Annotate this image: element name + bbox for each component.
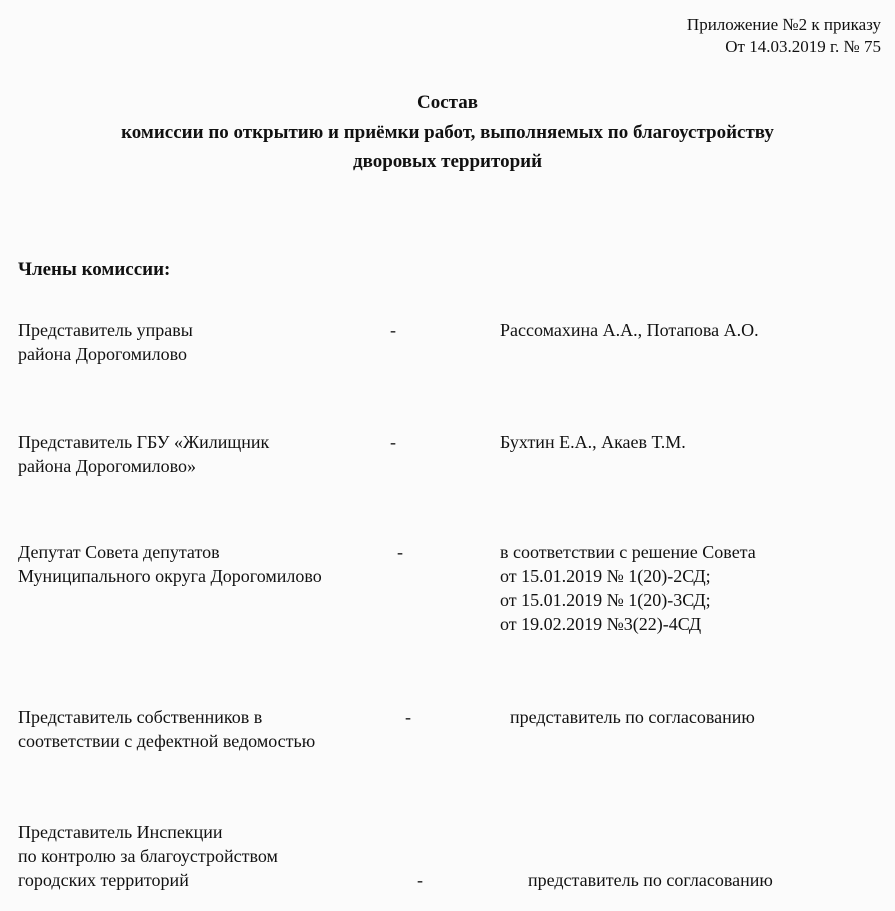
member-role: Депутат Совета депутатов Муниципального округа Дорогомилово bbox=[18, 542, 322, 586]
member-role: Представитель Инспекции по контролю за благоустройством городских территорий bbox=[18, 822, 278, 890]
member-persons: представитель по согласованию bbox=[528, 870, 773, 890]
member-role: Представитель ГБУ «Жилищник района Дорогомилово» bbox=[18, 432, 270, 476]
member-role: Представитель управы района Дорогомилово bbox=[18, 320, 193, 364]
document-subtitle-line-1: комиссии по открытию и приёмки работ, выполняемых по благоустройству bbox=[121, 122, 774, 143]
separator-dash: - bbox=[397, 542, 403, 562]
document-subtitle-line-2: дворовых территорий bbox=[352, 151, 543, 172]
appendix-line-date: От 14.03.2019 г. № 75 bbox=[725, 37, 881, 56]
document-title: Состав bbox=[417, 92, 478, 113]
members-heading: Члены комиссии: bbox=[18, 259, 171, 280]
separator-dash: - bbox=[390, 432, 396, 452]
member-persons: Бухтин Е.А., Акаев Т.М. bbox=[500, 432, 686, 452]
appendix-line-order: Приложение №2 к приказу bbox=[686, 15, 881, 34]
separator-dash: - bbox=[405, 707, 411, 727]
member-persons: Рассомахина А.А., Потапова А.О. bbox=[500, 320, 759, 340]
member-persons: представитель по согласованию bbox=[510, 707, 755, 727]
member-persons: в соответствии с решение Совета от 15.01.2019 № 1(20)-2СД; от 15.01.2019 № 1(20)-3СД; от 19.02.2019 №3(22)-4СД bbox=[500, 542, 756, 634]
member-role: Представитель собственников в соответствии с дефектной ведомостью bbox=[18, 707, 316, 751]
appendix-reference bbox=[687, 14, 881, 58]
separator-dash: - bbox=[417, 870, 423, 890]
separator-dash: - bbox=[390, 320, 396, 340]
